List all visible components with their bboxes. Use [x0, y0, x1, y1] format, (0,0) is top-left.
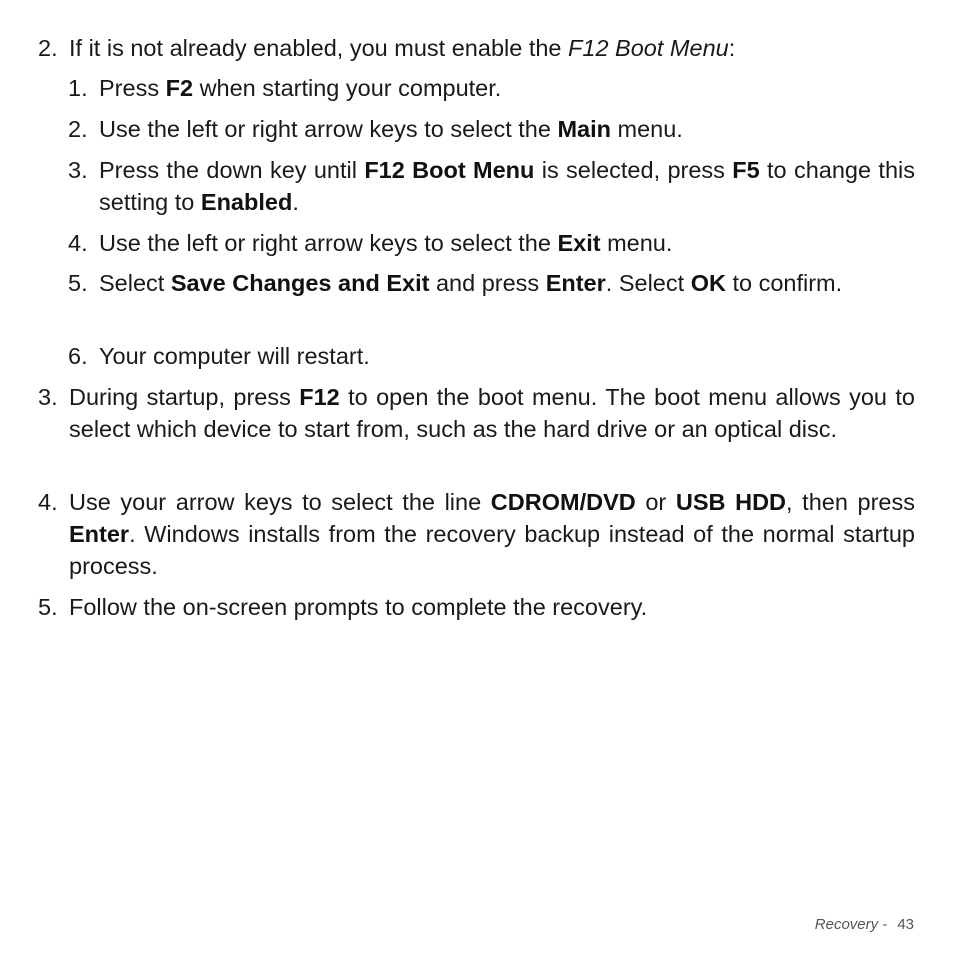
- key-name: F2: [165, 75, 194, 101]
- step-3: [38, 381, 915, 445]
- substep-number: 1.: [68, 75, 88, 101]
- step-number: 2.: [38, 35, 58, 61]
- substep-2: [68, 113, 915, 145]
- key-name: F5: [732, 157, 760, 183]
- step-number: 3.: [38, 384, 58, 410]
- substep-text: Your computer will restart.: [99, 343, 370, 369]
- step-text: Follow the on-screen prompts to complete the recovery.: [69, 594, 648, 620]
- page-number: 43: [897, 916, 914, 933]
- step-text: If it is not already enabled, you must enable the F12 Boot Menu:: [69, 35, 736, 61]
- key-name: F12: [299, 384, 340, 410]
- substep-text: Use the left or right arrow keys to select the Main menu.: [99, 116, 683, 142]
- emphasis-text: F12 Boot Menu: [568, 35, 729, 61]
- step-5: [38, 591, 915, 623]
- step-text: Use your arrow keys to select the line CDROM/DVD or USB HDD, then press Enter. Windows installs from the recovery backup instead of the normal startup process.: [69, 489, 915, 579]
- option-name: OK: [690, 270, 726, 296]
- substep-number: 4.: [68, 230, 88, 256]
- substep-3: [68, 154, 915, 218]
- key-name: Enter: [69, 521, 130, 547]
- setting-name: F12 Boot Menu: [364, 157, 535, 183]
- option-name: Save Changes and Exit: [170, 270, 430, 296]
- substep-5: [68, 267, 915, 299]
- substep-text: Use the left or right arrow keys to select the Exit menu.: [99, 230, 673, 256]
- substep-1: [68, 72, 915, 104]
- substep-text: Press F2 when starting your computer.: [99, 75, 502, 101]
- setting-value: Enabled: [200, 189, 293, 215]
- substep-number: 6.: [68, 343, 88, 369]
- menu-name: Main: [557, 116, 611, 142]
- substep-number: 5.: [68, 270, 88, 296]
- substep-number: 2.: [68, 116, 88, 142]
- step-number: 5.: [38, 594, 58, 620]
- device-name: USB HDD: [675, 489, 787, 515]
- substep-number: 3.: [68, 157, 88, 183]
- step-2: [38, 32, 915, 64]
- menu-name: Exit: [557, 230, 601, 256]
- substep-text: Select Save Changes and Exit and press Enter. Select OK to confirm.: [99, 270, 843, 296]
- footer-section: Recovery -: [814, 916, 888, 933]
- key-name: Enter: [545, 270, 606, 296]
- substep-4: [68, 227, 915, 259]
- page-footer: [815, 916, 914, 933]
- substep-6: [68, 340, 915, 372]
- step-number: 4.: [38, 489, 58, 515]
- step-text: During startup, press F12 to open the boot menu. The boot menu allows you to select which device to start from, such as the hard drive or an optical disc.: [69, 384, 915, 442]
- substep-text: Press the down key until F12 Boot Menu is selected, press F5 to change this setting to Enabled.: [99, 157, 915, 215]
- step-4: [38, 486, 915, 582]
- device-name: CDROM/DVD: [490, 489, 636, 515]
